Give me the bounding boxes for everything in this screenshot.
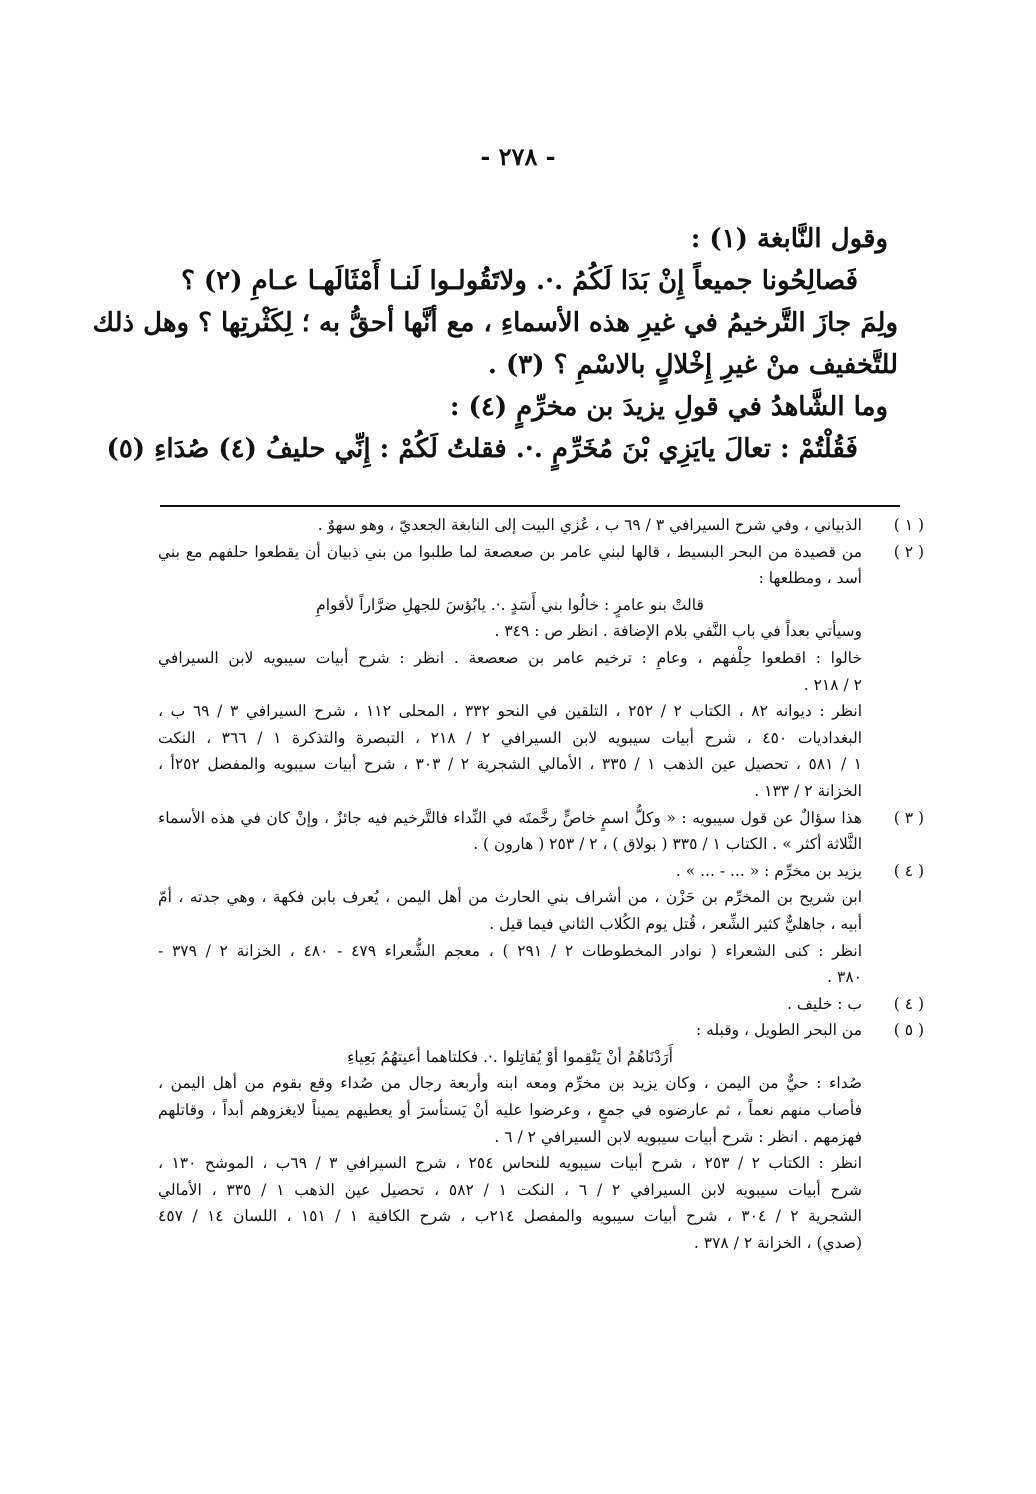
footnote-line: فهزمهم . انظر : شرح أبيات سيبويه لابن السيرافي ٢ / ٦ . bbox=[494, 1127, 862, 1146]
footnote-line: انظر : كنى الشعراء ( نوادر المخطوطات ٢ / ٢٩١ ) ، معجم الشُّعراء ٤٧٩ - ٤٨٠ ، الخزانة ٢ / ٣٧٩ - bbox=[158, 941, 863, 960]
footnote-line: أسد ، ومطلعها : bbox=[758, 569, 862, 588]
footnote-number: ( ٣ ) bbox=[893, 808, 924, 827]
footnote-number: ( ٢ ) bbox=[893, 542, 924, 561]
page-number: - ٢٧٨ - bbox=[480, 142, 556, 171]
footnote-line: أبيه ، جاهليٌّ كثير الشِّعر ، قُتل يوم الكُلاب الثاني فيما قيل . bbox=[489, 914, 862, 933]
footnote bbox=[158, 805, 928, 858]
footnote-line: انظر : ديوانه ٨٢ ، الكتاب ٢ / ٢٥٢ ، التلقين في النحو ٣٣٢ ، المحلى ١١٢ ، شرح السيرافي ٣ / ٦٩ ب ، bbox=[158, 702, 863, 721]
footnote-line: ابن شريح بن المخرِّم بن حَزْن ، من أشراف بني الحارث من أهل اليمن ، يُعرف بابن فكهة ، وهي جدته ، أمّ bbox=[158, 888, 862, 907]
footnote-body bbox=[158, 1017, 862, 1256]
footnote-line: ب : خليف . bbox=[787, 994, 862, 1013]
footnote-line: وسيأتي بعداً في باب النَّفي بلام الإضافة . انظر ص : ٣٤٩ . bbox=[494, 622, 862, 641]
footnote-number: ( ٥ ) bbox=[893, 1021, 924, 1040]
footnote bbox=[158, 858, 928, 991]
footnote-verse: أَرَدْنَاهُمُ أنْ يَنْقِموا أوْ يُقاتِلوا .·. فكلتاهما أعيتهُمُ بَعِياءِ bbox=[347, 1047, 673, 1066]
footnote bbox=[158, 991, 928, 1018]
footnote-line: انظر : الكتاب ٢ / ٢٥٣ ، شرح أبيات سيبويه للنحاس ٢٥٤ ، شرح السيرافي ٣ / ٦٩ب ، الموشح ١٣٠ ، bbox=[158, 1154, 863, 1173]
prose-line: ولِمَ جازَ التَّرخيمُ في غيرِ هذه الأسماءِ ، مع أنَّها أحقُّ به ؛ لِكَثْرتِها ؟ وهل ذلك bbox=[92, 308, 898, 338]
verse-line: فَقُلْتُمْ : تعالَ يايَزِي بْنَ مُخَرِّمٍ .·. فقلتُ لَكُمْ : إِنِّي حليفُ (٤) صُدَاءِ (٥) bbox=[106, 434, 858, 464]
footnote-body bbox=[158, 539, 862, 805]
footnote bbox=[158, 539, 928, 805]
footnote-line: هذا سؤالٌ عن قول سيبويه : « وكلُّ اسمٍ خاصٍّ رخَّمتَه في النِّداء فالتَّرخيم فيه جائزٌ ، وإنْ كان في هذه الأسماء bbox=[158, 808, 862, 827]
footnote-line: ٢ / ٢١٨ . bbox=[803, 675, 862, 694]
verse-line: فَصالِحُونا جميعاً إِنْ بَدَا لَكُمُ .·. ولاتَقُولـوا لَنـا أَمْثَالَهـا عـامِ (٢) ؟ bbox=[181, 266, 858, 296]
footnote-line: الشجرية ٢ / ٣٠٤ ، شرح أبيات سيبويه والمفصل ٢١٤ب ، شرح الكافية ١ / ١٥١ ، اللسان ١٤ / ٤٥٧ bbox=[158, 1207, 862, 1226]
prose-line: للتَّخفيف منْ غيرِ إِخْلالٍ بالاسْمِ ؟ (٣) . bbox=[487, 350, 898, 380]
footnote-number: ( ٤ ) bbox=[893, 861, 924, 880]
footnote-line: خالوا : اقطعوا حِلْفهم ، وعامِ : ترخيم عامر بن صعصعة . انظر : شرح أبيات سيبويه لابن السيرافي bbox=[158, 648, 862, 667]
footnote-body bbox=[158, 991, 862, 1018]
footnote-line: الخزانة ٢ / ١٣٣ . bbox=[754, 781, 862, 800]
footnote-line: صُداء : حيٌّ من اليمن ، وكان يزيد بن مخرِّم ومعه ابنه وأربعة رجال من صُداء وقع بقوم من أهل اليمن ، bbox=[158, 1074, 862, 1093]
footnote-line: يزيد بن مخرِّم : « ... - ... » . bbox=[675, 861, 862, 880]
footnote-line: الذبياني ، وفي شرح السيرافي ٣ / ٦٩ ب ، عُزي البيت إلى النابغة الجعديّ ، وهو سهوٌ . bbox=[317, 516, 862, 534]
footnote-body bbox=[158, 512, 862, 539]
footnote-line: الثَّلاثة أكثر » . الكتاب ١ / ٣٣٥ ( بولاق ) ، ٢ / ٢٥٣ ( هارون ) . bbox=[473, 835, 862, 854]
footnote bbox=[158, 512, 928, 539]
footnote-body bbox=[158, 805, 862, 858]
footnote-line: البغداديات ٤٥٠ ، شرح أبيات سيبويه لابن السيرافي ٢ / ٢١٨ ، التبصرة والتذكرة ١ / ٣٦٦ ، النكت bbox=[158, 728, 863, 747]
footnote-number: ( ٤ ) bbox=[893, 994, 924, 1013]
footnote-line: من قصيدة من البحر البسيط ، قالها لبني عامر بن صعصعة لما طلبوا من بني ذبيان أن يقطعوا حلفهم مع بني bbox=[158, 542, 862, 561]
footnote-line: (صدي) ، الخزانة ٢ / ٣٧٨ . bbox=[693, 1234, 862, 1253]
footnote-line: ١ / ٥٨١ ، تحصيل عين الذهب ١ / ٣٣٥ ، الأمالي الشجرية ٢ / ٣٠٣ ، شرح أبيات سيبويه والمفصل ٢٥٢أ ، bbox=[158, 755, 862, 774]
main-text bbox=[92, 218, 898, 470]
footnote-line: ٣٨٠ . bbox=[827, 968, 862, 987]
footnotes bbox=[158, 512, 928, 1257]
footnote-line: شرح أبيات سيبويه لابن السيرافي ٢ / ٦ ، النكت ١ / ٥٨٢ ، تحصيل عين الذهب ١ / ٣٣٥ ، الأمالي bbox=[158, 1180, 863, 1199]
footnote bbox=[158, 1017, 928, 1256]
footnote-divider bbox=[160, 505, 900, 507]
footnote-line: فأصاب منهم نعماً ، ثم عارضوه في جمعٍ ، وعرضوا عليه أنْ يَستأسرَ أو يعطيهم يميناً لايغزوهم أبداً ، وقاتلهم bbox=[158, 1101, 862, 1120]
footnote-body bbox=[158, 858, 862, 991]
footnote-number: ( ١ ) bbox=[893, 516, 924, 534]
intro-line: وقول النَّابغة (١) : bbox=[690, 224, 888, 254]
footnote-verse: قالتْ بنو عامرٍ : خالُوا بني أَسَدٍ .·. يابُؤسَ للجهلِ ضرَّاراً لأقوامِ bbox=[316, 595, 704, 614]
intro-line: وما الشَّاهدُ في قولِ يزيدَ بن مخرِّمٍ (٤) : bbox=[449, 392, 888, 422]
footnote-line: من البحر الطويل ، وقبله : bbox=[695, 1021, 862, 1040]
